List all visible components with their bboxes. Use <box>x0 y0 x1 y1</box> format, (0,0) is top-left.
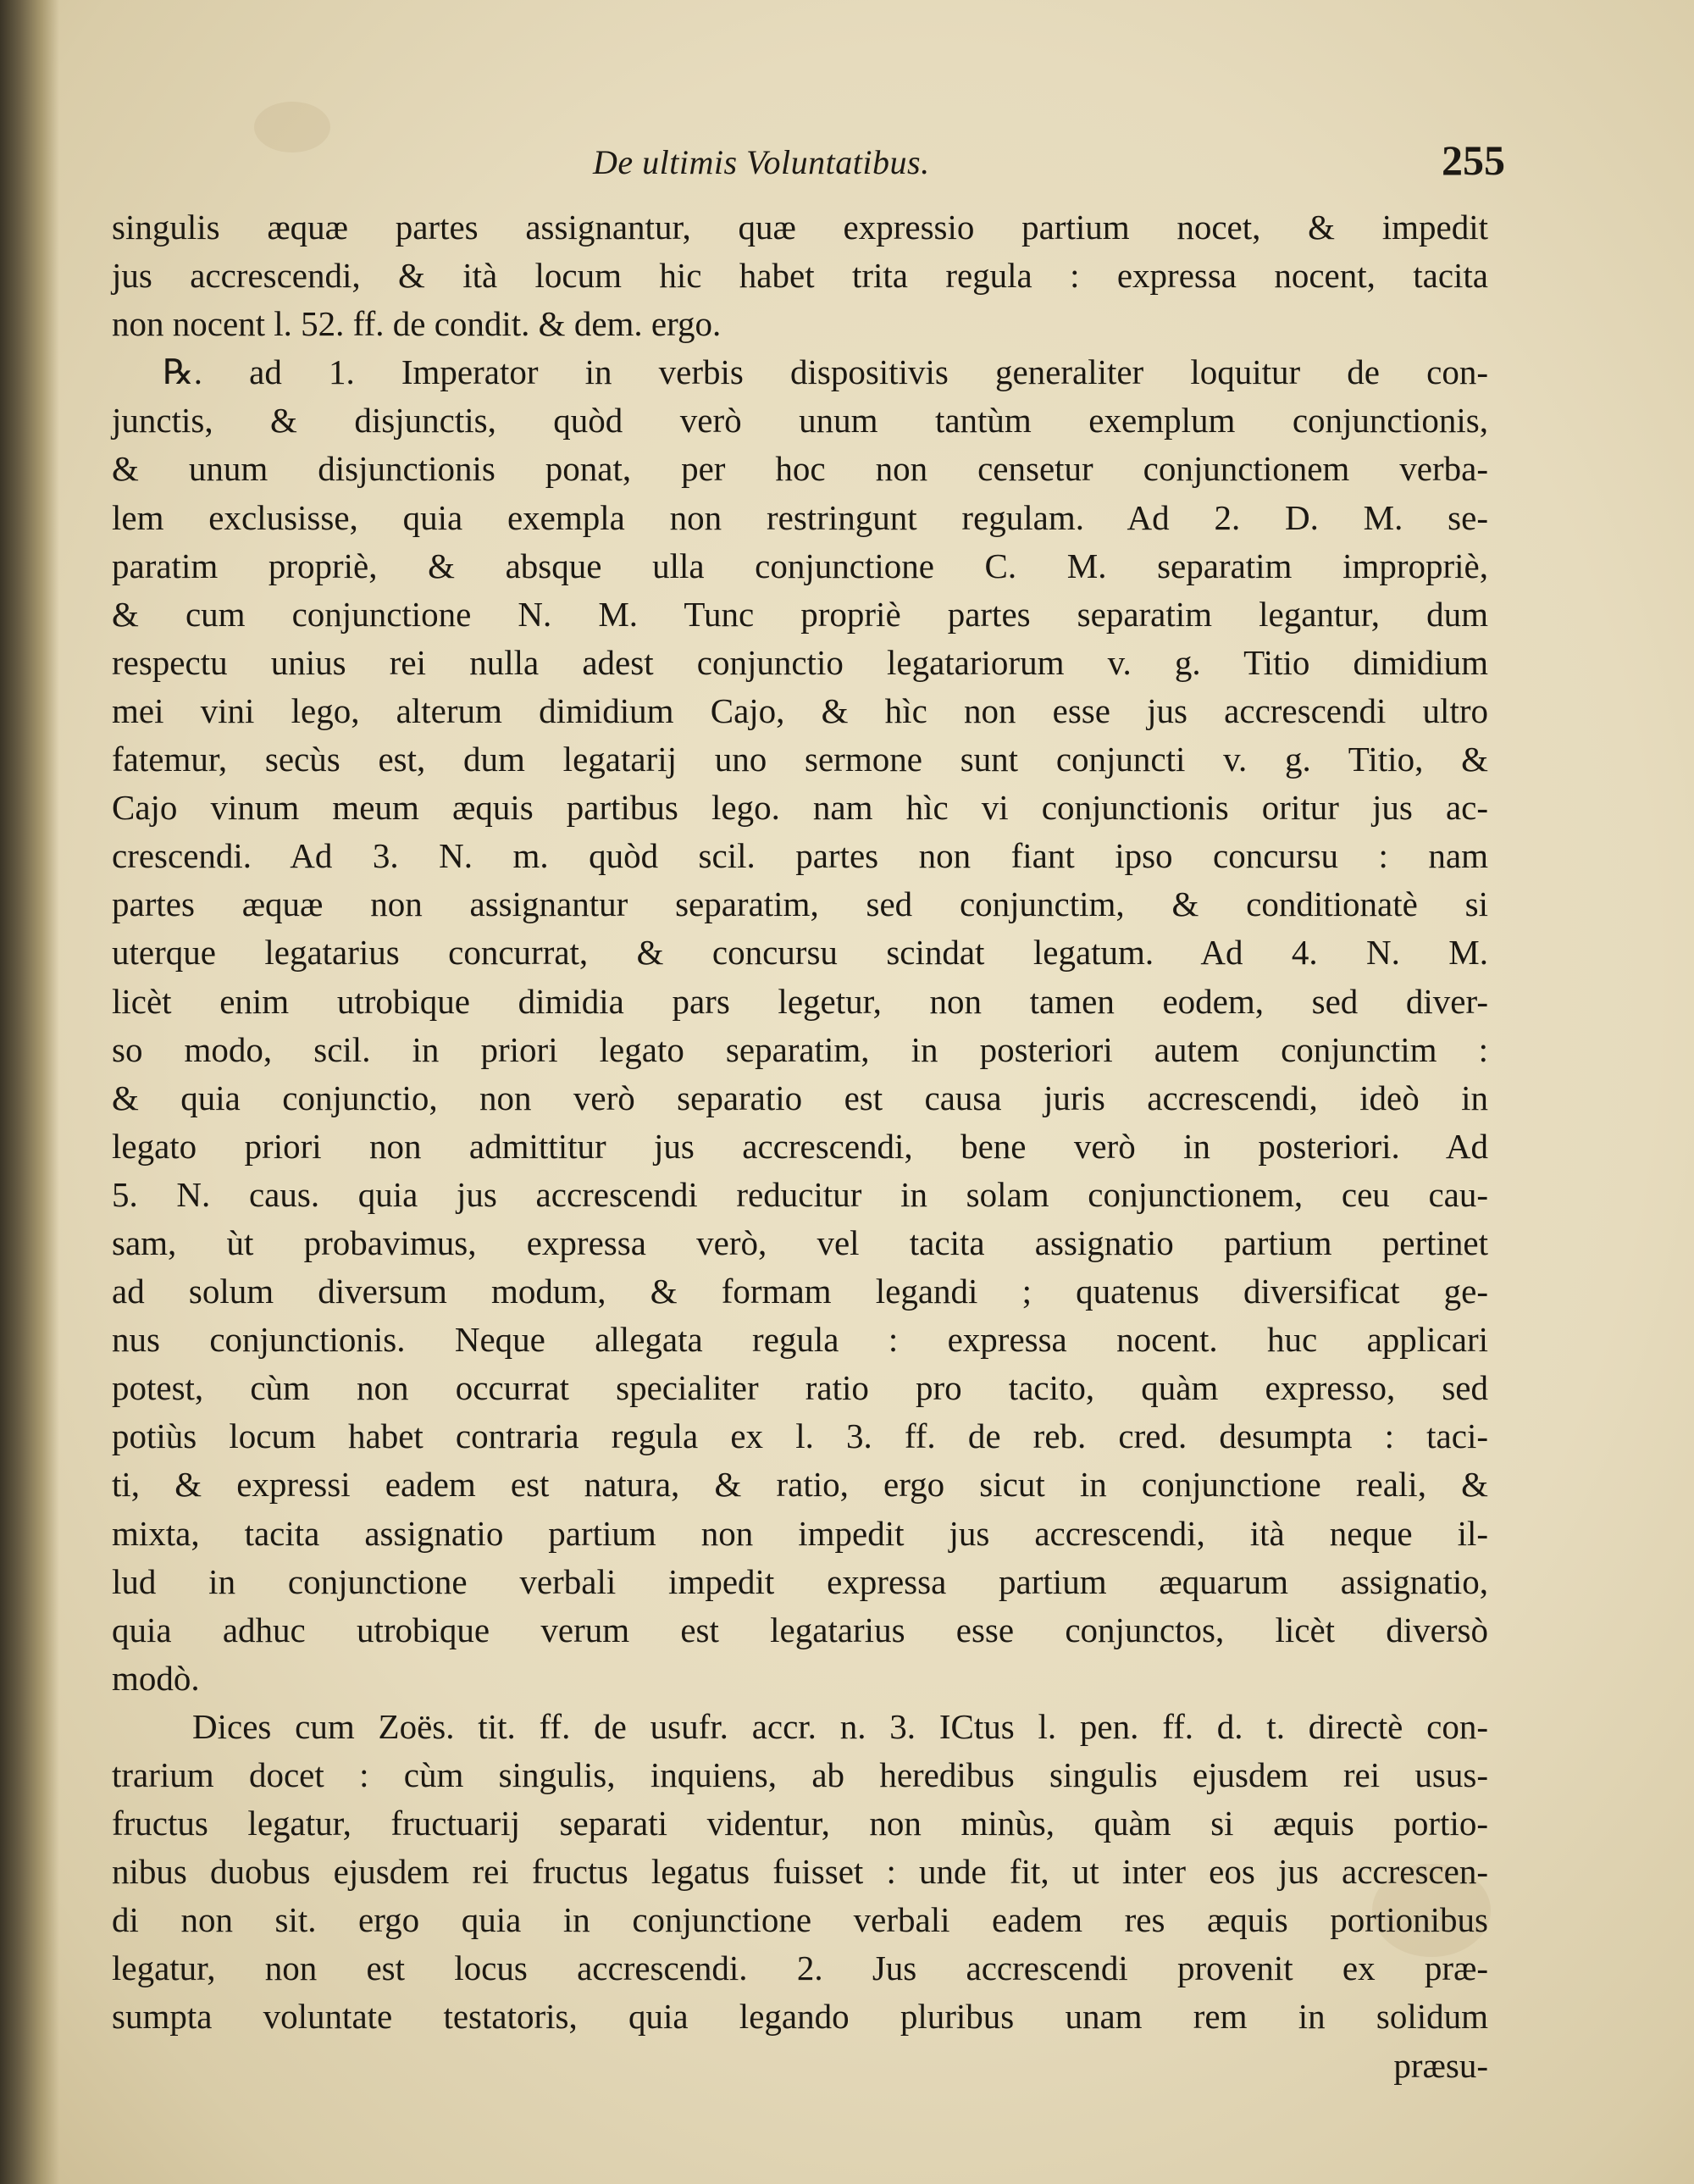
text-line: mixta, tacita assignatio partium non impedit jus accrescendi, ità neque il- <box>112 1513 1488 1553</box>
text-line: potiùs locum habet contraria regula ex l. 3. ff. de reb. cred. desumpta : taci- <box>112 1416 1488 1456</box>
foxing-spot <box>254 102 330 152</box>
text-line: ad solum diversum modum, & formam legandi ; quatenus diversificat ge- <box>112 1272 1488 1311</box>
text-line: fructus legatur, fructuarij separati videntur, non minùs, quàm si æquis portio- <box>112 1804 1488 1843</box>
text-line: lud in conjunctione verbali impedit expressa partium æquarum assignatio, <box>112 1561 1488 1601</box>
text-line: legato priori non admittitur jus accrescendi, bene verò in posteriori. Ad <box>112 1126 1488 1166</box>
text-line: singulis æquæ partes assignantur, quæ expressio partium nocet, & impedit <box>112 208 1488 247</box>
text-line: di non sit. ergo quia in conjunctione verbali eadem res æquis portionibus <box>112 1900 1488 1940</box>
binding-gutter <box>0 0 59 2184</box>
text-line: trarium docet : cùm singulis, inquiens, ab heredibus singulis ejusdem rei usus- <box>112 1755 1488 1794</box>
text-line: ℞. ad 1. Imperator in verbis dispositivis generaliter loquitur de con- <box>163 352 1488 392</box>
text-line: licèt enim utrobique dimidia pars legetur, non tamen eodem, sed diver- <box>112 981 1488 1021</box>
catchword: præsu- <box>1393 2045 1488 2085</box>
text-line: nus conjunctionis. Neque allegata regula : expressa nocent. huc applicari <box>112 1320 1488 1360</box>
text-line: fatemur, secùs est, dum legatarij uno sermone sunt conjuncti v. g. Titio, & <box>112 740 1488 779</box>
text-line: uterque legatarius concurrat, & concursu scindat legatum. Ad 4. N. M. <box>112 933 1488 973</box>
text-line: Dices cum Zoës. tit. ff. de usufr. accr. n. 3. ICtus l. pen. ff. d. t. directè con- <box>192 1706 1488 1746</box>
text-line: & quia conjunctio, non verò separatio est causa juris accrescendi, ideò in <box>112 1078 1488 1117</box>
text-line: respectu unius rei nulla adest conjunctio legatariorum v. g. Titio dimidium <box>112 642 1488 682</box>
text-line: modò. <box>112 1658 200 1698</box>
text-line: non nocent l. 52. ff. de condit. & dem. ergo. <box>112 304 722 344</box>
text-line: crescendi. Ad 3. N. m. quòd scil. partes non fiant ipso concursu : nam <box>112 836 1488 876</box>
body-text <box>112 203 1488 2090</box>
running-title: De ultimis Voluntatibus. <box>593 143 930 181</box>
page-number: 255 <box>1442 136 1505 184</box>
text-line: partes æquæ non assignantur separatim, sed conjunctim, & conditionatè si <box>112 884 1488 924</box>
text-line: ti, & expressi eadem est natura, & ratio, ergo sicut in conjunctione reali, & <box>112 1465 1488 1505</box>
text-line: mei vini lego, alterum dimidium Cajo, & hìc non esse jus accrescendi ultro <box>112 690 1488 730</box>
text-line: legatur, non est locus accrescendi. 2. Jus accrescendi provenit ex præ- <box>112 1948 1488 1988</box>
text-line: nibus duobus ejusdem rei fructus legatus fuisset : unde fit, ut inter eos jus accrescen- <box>112 1852 1488 1892</box>
text-line: & unum disjunctionis ponat, per hoc non censetur conjunctionem verba- <box>112 449 1488 489</box>
text-line: lem exclusisse, quia exempla non restringunt regulam. Ad 2. D. M. se- <box>112 497 1488 537</box>
text-line: sumpta voluntate testatoris, quia legando pluribus unam rem in solidum <box>112 1997 1488 2037</box>
text-line: sam, ùt probavimus, expressa verò, vel tacita assignatio partium pertinet <box>112 1222 1488 1262</box>
text-line: potest, cùm non occurrat specialiter ratio pro tacito, quàm expresso, sed <box>112 1368 1488 1408</box>
text-line: quia adhuc utrobique verum est legatarius esse conjunctos, licèt diversò <box>112 1610 1488 1649</box>
text-line: Cajo vinum meum æquis partibus lego. nam hìc vi conjunctionis oritur jus ac- <box>112 788 1488 828</box>
text-line: jus accrescendi, & ità locum hic habet trita regula : expressa nocent, tacita <box>112 256 1488 296</box>
text-line: paratim propriè, & absque ulla conjunctione C. M. separatim impropriè, <box>112 546 1488 585</box>
text-line: & cum conjunctione N. M. Tunc propriè partes separatim legantur, dum <box>112 594 1488 634</box>
text-line: 5. N. caus. quia jus accrescendi reducitur in solam conjunctionem, ceu cau- <box>112 1174 1488 1214</box>
text-line: junctis, & disjunctis, quòd verò unum tantùm exemplum conjunctionis, <box>112 401 1488 441</box>
text-line: so modo, scil. in priori legato separatim, in posteriori autem conjunctim : <box>112 1029 1488 1069</box>
